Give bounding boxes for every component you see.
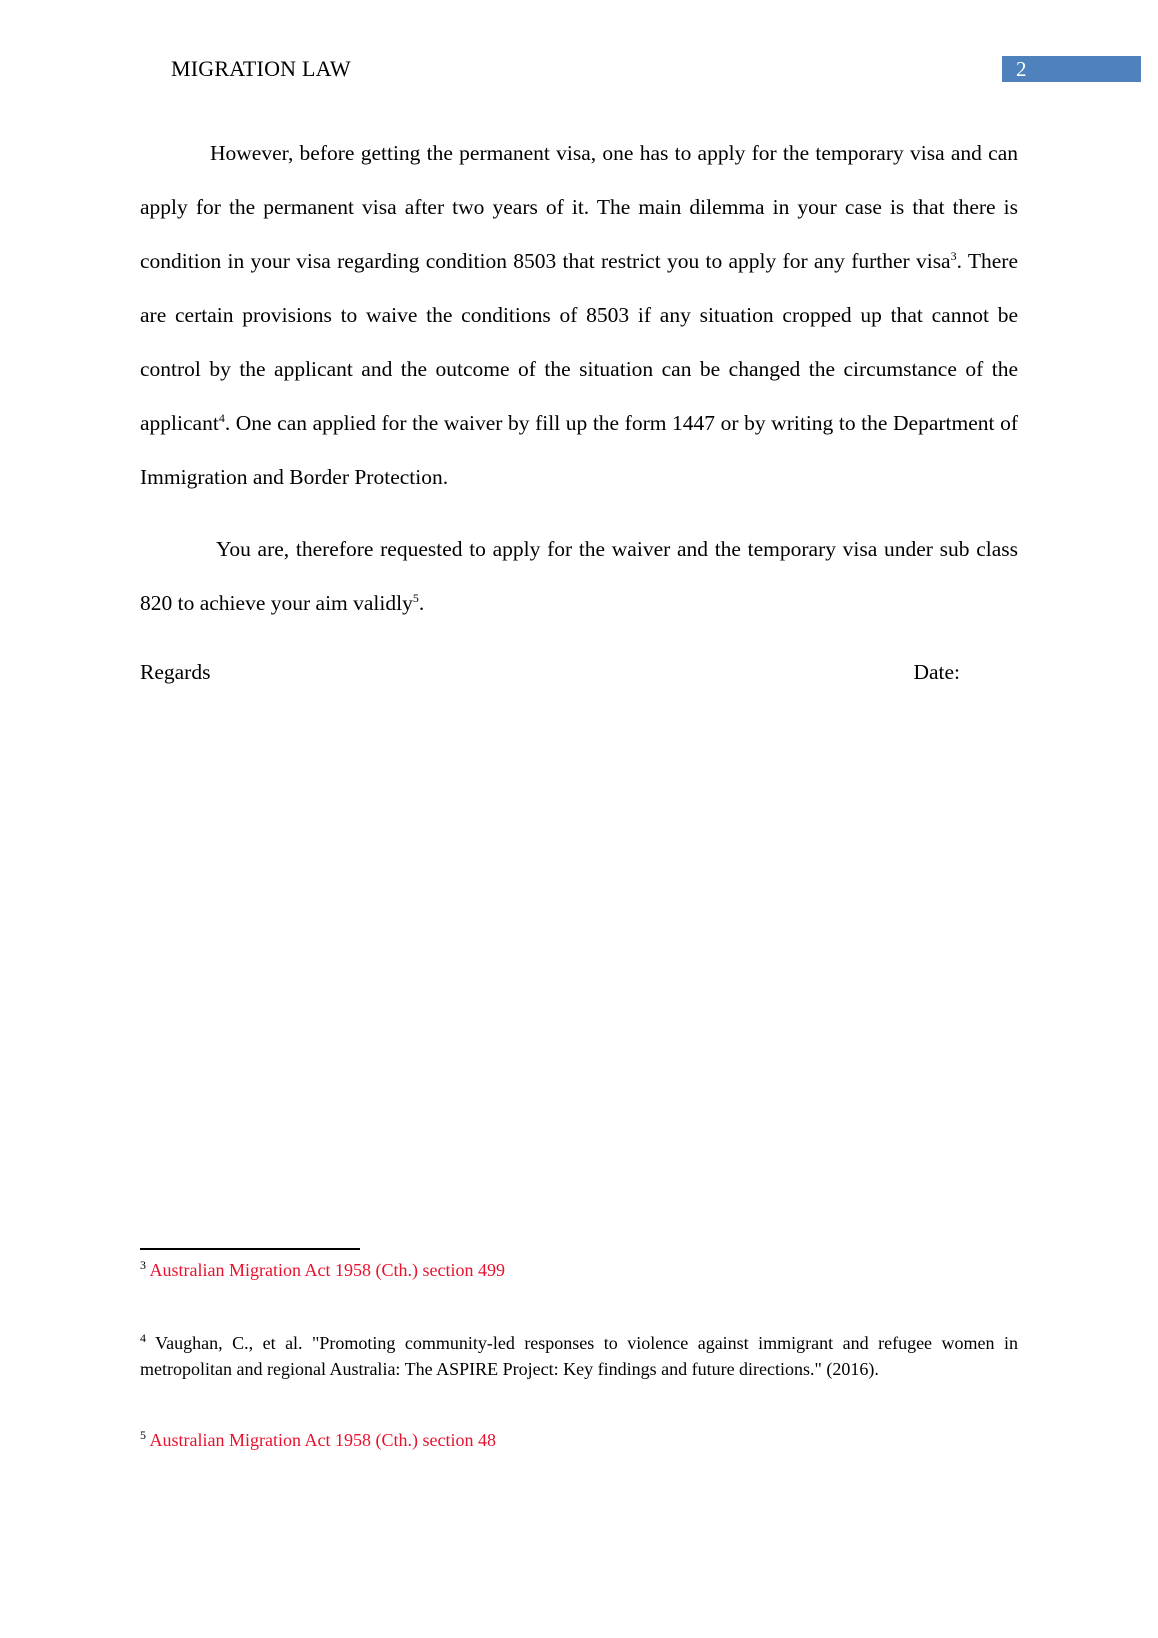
- footnote-4-text: Vaughan, C., et al. "Promoting community-led responses to violence against immigrant and refugee women in metropolitan and regional Australia: The ASPIRE Project: Key findings and future directions." (2016).: [140, 1333, 1018, 1379]
- paragraph-1-text-a: However, before getting the permanent visa, one has to apply for the temporary visa and can apply for the permanent visa after two years of it. The main dilemma in your case is that there is condition in your visa regarding condition 8503 that restrict you to apply for any further visa: [140, 141, 1018, 273]
- footnote-ref-5[interactable]: 5: [412, 590, 419, 605]
- footnote-4: [140, 1330, 1018, 1382]
- footnote-3: [140, 1257, 1018, 1283]
- paragraph-2-text-a: You are, therefore requested to apply for the waiver and the temporary visa under sub class 820 to achieve your aim validly: [140, 537, 1018, 615]
- header-title: MIGRATION LAW: [171, 56, 351, 81]
- footnote-5-text[interactable]: Australian Migration Act 1958 (Cth.) section 48: [149, 1430, 496, 1450]
- footnote-ref-4[interactable]: 4: [218, 410, 225, 425]
- footnote-ref-3[interactable]: 3: [950, 248, 957, 263]
- footnote-number: 3: [140, 1258, 146, 1272]
- regards-text: Regards: [140, 660, 211, 684]
- body-paragraph-2: [140, 522, 1018, 630]
- footnote-separator: [140, 1248, 360, 1250]
- page-number-badge: 2: [1002, 56, 1141, 82]
- paragraph-2-text-b: .: [418, 591, 425, 615]
- paragraph-1-text-c: . One can applied for the waiver by fill up the form 1447 or by writing to the Department of Immigration and Border Protection.: [140, 411, 1018, 489]
- footnote-number: 4: [140, 1331, 146, 1345]
- date-label: Date:: [913, 660, 960, 684]
- body-paragraph-1: [140, 126, 1018, 504]
- footnote-3-text[interactable]: Australian Migration Act 1958 (Cth.) section 499: [149, 1260, 505, 1280]
- paragraph-1-text-b: . There are certain provisions to waive the conditions of 8503 if any situation cropped up that cannot be control by the applicant and the outcome of the situation can be changed the circumstance of the applicant: [140, 249, 1018, 435]
- footnote-number: 5: [140, 1428, 146, 1442]
- closing-line: [140, 660, 960, 685]
- footnote-5: [140, 1427, 1018, 1453]
